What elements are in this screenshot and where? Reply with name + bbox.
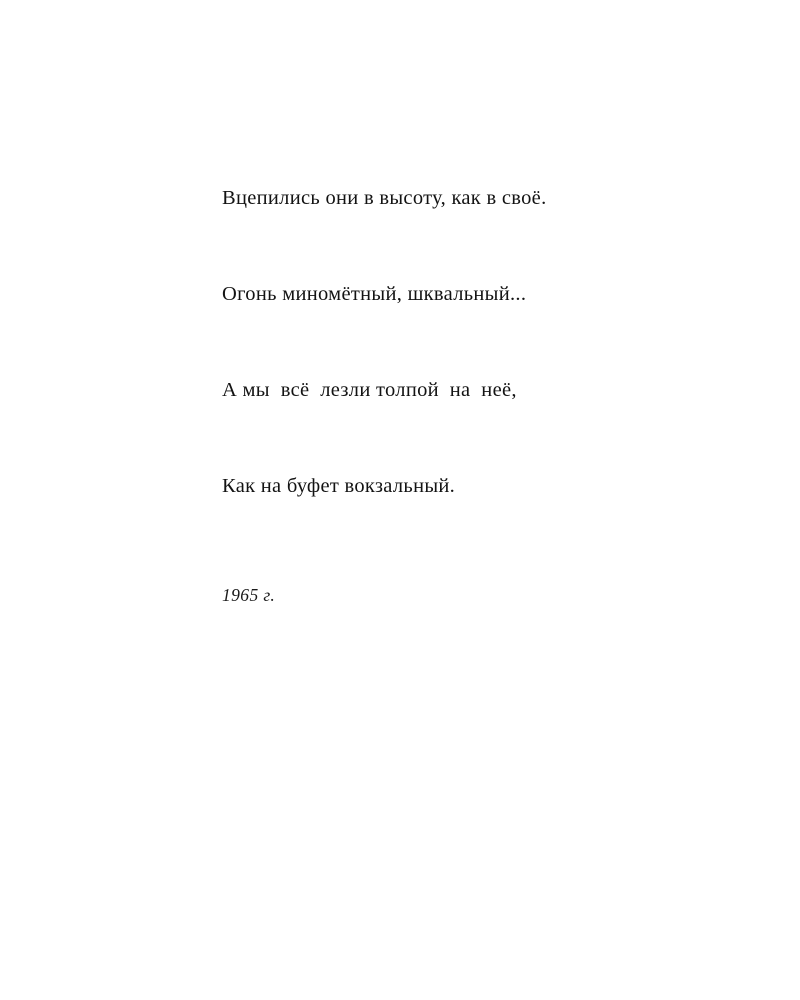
- poem-text: [222, 118, 702, 566]
- poem-line: Вцепились они в высоту, как в своё.: [222, 187, 547, 209]
- poem-block: [222, 118, 702, 608]
- poem-line: Как на буфет вокзальный.: [222, 475, 456, 497]
- poem-line: А мы всё лезли толпой на неё,: [222, 379, 517, 401]
- poem-line: Огонь миномётный, шквальный...: [222, 283, 527, 305]
- poem-date: 1965 г.: [222, 585, 276, 605]
